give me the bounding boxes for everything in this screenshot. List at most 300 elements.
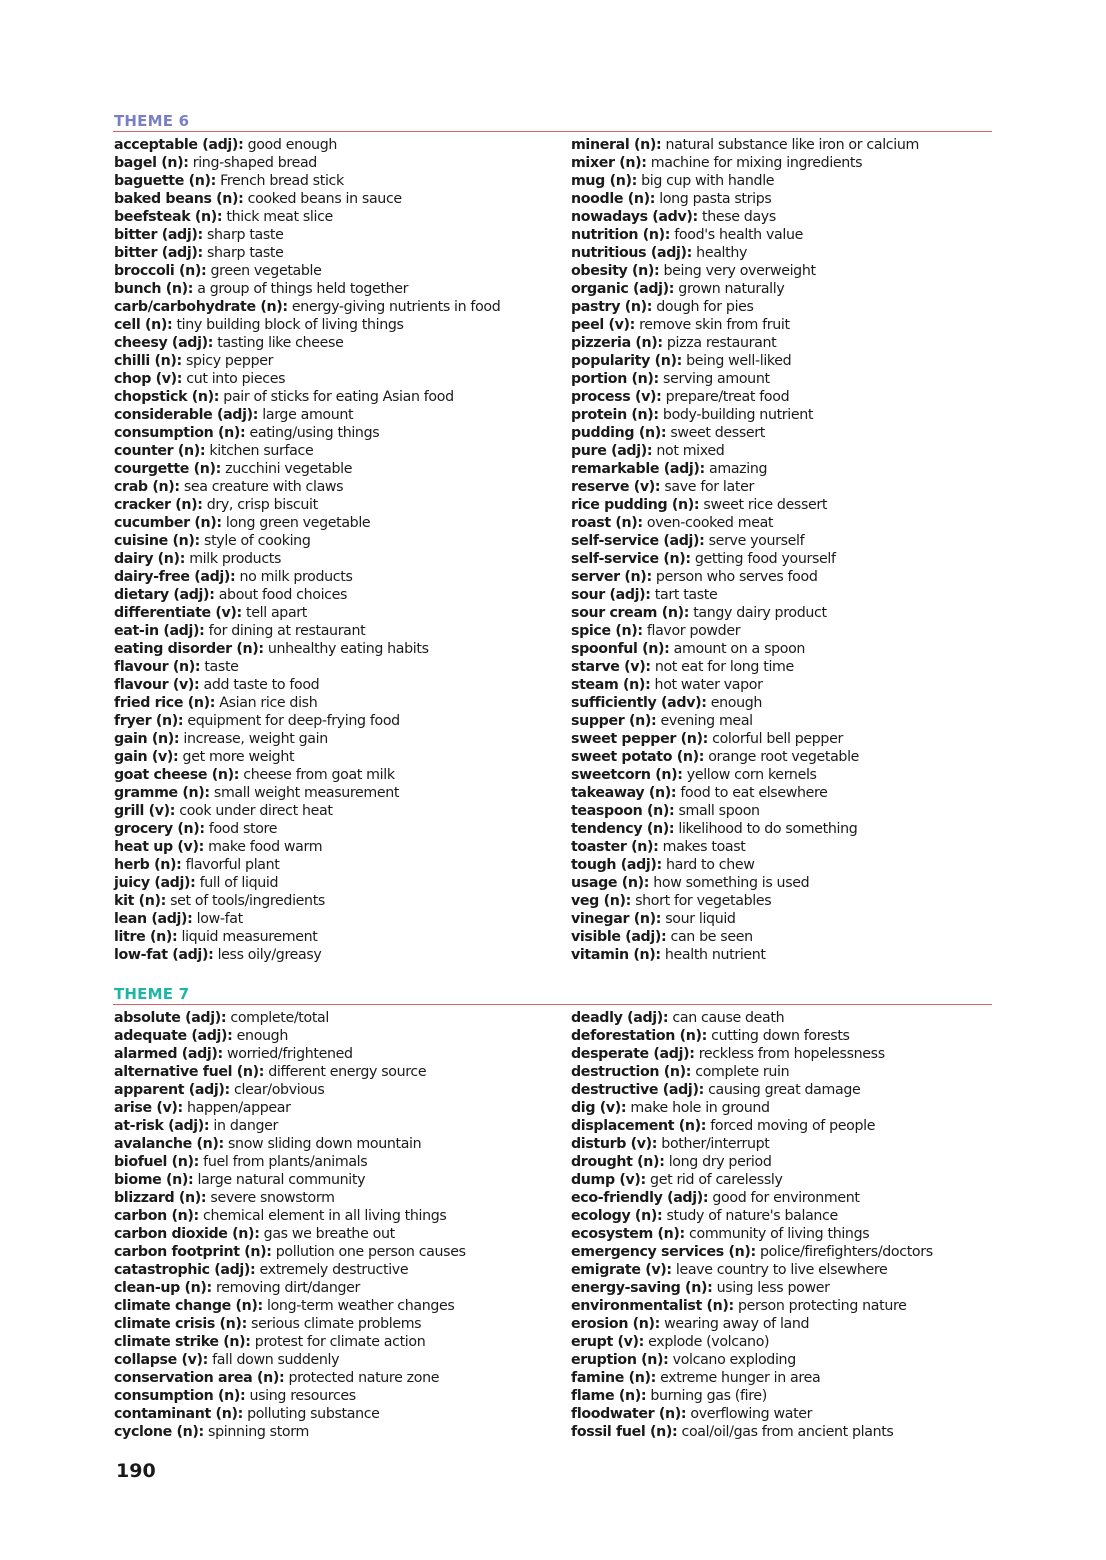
glossary-entry (114, 1207, 554, 1225)
glossary-entry (571, 370, 1011, 388)
glossary-entry (571, 640, 1011, 658)
entry-definition: these days (697, 209, 776, 225)
glossary-entry (571, 280, 1011, 298)
entry-term: drought (n): (571, 1154, 665, 1170)
entry-definition: severe snowstorm (206, 1190, 335, 1206)
entry-definition: machine for mixing ingredients (646, 155, 863, 171)
entry-term: supper (n): (571, 713, 657, 729)
glossary-entry (571, 424, 1011, 442)
entry-term: herb (n): (114, 857, 182, 873)
entry-term: self-service (n): (571, 551, 691, 567)
entry-term: bitter (adj): (114, 245, 203, 261)
glossary-entry (114, 928, 554, 946)
entry-definition: likelihood to do something (674, 821, 858, 837)
glossary-entry (571, 478, 1011, 496)
entry-definition: unhealthy eating habits (263, 641, 429, 657)
glossary-entry (571, 820, 1011, 838)
entry-definition: evening meal (656, 713, 753, 729)
glossary-entry (571, 1171, 1011, 1189)
glossary-entry (571, 1387, 1011, 1405)
entry-term: pure (adj): (571, 443, 653, 459)
entry-term: gramme (n): (114, 785, 210, 801)
theme-6-divider (113, 131, 992, 132)
entry-term: peel (v): (571, 317, 635, 333)
entry-definition: dry, crisp biscuit (202, 497, 318, 513)
glossary-entry (114, 676, 554, 694)
glossary-entry (114, 262, 554, 280)
entry-definition: milk products (185, 551, 282, 567)
entry-definition: kitchen surface (205, 443, 314, 459)
glossary-entry (114, 1369, 554, 1387)
entry-term: environmentalist (n): (571, 1298, 734, 1314)
entry-term: cyclone (n): (114, 1424, 204, 1440)
entry-term: usage (n): (571, 875, 650, 891)
glossary-entry (571, 1135, 1011, 1153)
entry-term: spoonful (n): (571, 641, 670, 657)
entry-definition: serious climate problems (246, 1316, 422, 1332)
glossary-entry (571, 406, 1011, 424)
entry-term: energy-saving (n): (571, 1280, 713, 1296)
glossary-entry (114, 334, 554, 352)
entry-definition: get rid of carelessly (645, 1172, 783, 1188)
glossary-entry (114, 1135, 554, 1153)
entry-definition: full of liquid (195, 875, 279, 891)
entry-term: fryer (n): (114, 713, 184, 729)
glossary-entry (571, 856, 1011, 874)
entry-definition: not mixed (652, 443, 725, 459)
entry-term: famine (n): (571, 1370, 656, 1386)
entry-term: fossil fuel (n): (571, 1424, 678, 1440)
glossary-entry (114, 820, 554, 838)
entry-definition: enough (232, 1028, 288, 1044)
entry-term: toaster (n): (571, 839, 659, 855)
entry-term: process (v): (571, 389, 662, 405)
entry-term: deforestation (n): (571, 1028, 707, 1044)
glossary-entry (571, 892, 1011, 910)
theme-7-left-column (114, 1009, 554, 1441)
entry-definition: can be seen (666, 929, 753, 945)
entry-definition: volcano exploding (668, 1352, 796, 1368)
entry-term: roast (n): (571, 515, 643, 531)
entry-definition: ring-shaped bread (188, 155, 317, 171)
entry-term: obesity (n): (571, 263, 660, 279)
glossary-entry (571, 1081, 1011, 1099)
glossary-entry (114, 1243, 554, 1261)
entry-definition: good enough (243, 137, 337, 153)
glossary-entry (114, 604, 554, 622)
entry-term: pizzeria (n): (571, 335, 663, 351)
glossary-entry (114, 766, 554, 784)
glossary-entry (571, 1243, 1011, 1261)
entry-definition: small spoon (674, 803, 760, 819)
entry-term: destruction (n): (571, 1064, 692, 1080)
glossary-entry (571, 1063, 1011, 1081)
glossary-entry (114, 658, 554, 676)
glossary-entry (571, 658, 1011, 676)
glossary-entry (571, 532, 1011, 550)
glossary-entry (114, 748, 554, 766)
glossary-entry (571, 1369, 1011, 1387)
entry-definition: person protecting nature (733, 1298, 907, 1314)
entry-term: mixer (n): (571, 155, 647, 171)
entry-definition: cook under direct heat (175, 803, 333, 819)
entry-term: fried rice (n): (114, 695, 216, 711)
entry-term: flame (n): (571, 1388, 647, 1404)
entry-definition: serve yourself (704, 533, 805, 549)
entry-definition: spicy pepper (181, 353, 274, 369)
glossary-entry (114, 208, 554, 226)
glossary-entry (571, 1225, 1011, 1243)
entry-term: carbon dioxide (n): (114, 1226, 260, 1242)
entry-definition: study of nature's balance (662, 1208, 838, 1224)
entry-term: acceptable (adj): (114, 137, 244, 153)
entry-term: emigrate (v): (571, 1262, 672, 1278)
entry-term: climate strike (n): (114, 1334, 251, 1350)
entry-term: tendency (n): (571, 821, 675, 837)
entry-term: conservation area (n): (114, 1370, 285, 1386)
entry-definition: explode (volcano) (644, 1334, 770, 1350)
entry-definition: dough for pies (652, 299, 754, 315)
entry-definition: worried/frightened (222, 1046, 353, 1062)
entry-term: alternative fuel (n): (114, 1064, 265, 1080)
glossary-entry (571, 622, 1011, 640)
glossary-entry (571, 928, 1011, 946)
entry-term: dump (v): (571, 1172, 646, 1188)
glossary-entry (571, 496, 1011, 514)
entry-definition: taste (200, 659, 239, 675)
glossary-entry (571, 1405, 1011, 1423)
glossary-entry (114, 1297, 554, 1315)
theme-6-left-column (114, 136, 554, 964)
glossary-entry (571, 568, 1011, 586)
entry-term: protein (n): (571, 407, 659, 423)
glossary-entry (571, 298, 1011, 316)
glossary-entry (571, 1153, 1011, 1171)
entry-term: at-risk (adj): (114, 1118, 210, 1134)
entry-term: organic (adj): (571, 281, 675, 297)
glossary-entry (114, 370, 554, 388)
glossary-entry (114, 550, 554, 568)
glossary-entry (114, 856, 554, 874)
glossary-entry (114, 640, 554, 658)
entry-term: lean (adj): (114, 911, 193, 927)
entry-definition: food's health value (670, 227, 803, 243)
glossary-entry (114, 406, 554, 424)
glossary-entry (114, 784, 554, 802)
entry-definition: in danger (209, 1118, 278, 1134)
entry-term: emergency services (n): (571, 1244, 756, 1260)
glossary-entry (571, 208, 1011, 226)
glossary-entry (114, 1279, 554, 1297)
entry-definition: wearing away of land (660, 1316, 810, 1332)
entry-definition: tasting like cheese (213, 335, 344, 351)
entry-term: takeaway (n): (571, 785, 677, 801)
entry-term: broccoli (n): (114, 263, 207, 279)
entry-term: kit (n): (114, 893, 166, 909)
entry-definition: bother/interrupt (657, 1136, 770, 1152)
entry-definition: liquid measurement (177, 929, 318, 945)
entry-definition: burning gas (fire) (646, 1388, 767, 1404)
glossary-entry (114, 442, 554, 460)
entry-definition: flavorful plant (181, 857, 280, 873)
entry-definition: amazing (704, 461, 768, 477)
glossary-entry (571, 172, 1011, 190)
glossary-entry (114, 712, 554, 730)
glossary-entry (114, 1351, 554, 1369)
entry-term: mug (n): (571, 173, 637, 189)
entry-term: consumption (n): (114, 1388, 246, 1404)
glossary-entry (114, 1117, 554, 1135)
glossary-entry (114, 1405, 554, 1423)
entry-term: reserve (v): (571, 479, 661, 495)
entry-term: climate crisis (n): (114, 1316, 247, 1332)
entry-term: sweetcorn (n): (571, 767, 683, 783)
entry-definition: sour liquid (661, 911, 736, 927)
entry-definition: tart taste (650, 587, 718, 603)
entry-definition: prepare/treat food (661, 389, 790, 405)
entry-term: nutrition (n): (571, 227, 671, 243)
entry-definition: chemical element in all living things (198, 1208, 447, 1224)
entry-term: server (n): (571, 569, 652, 585)
entry-term: catastrophic (adj): (114, 1262, 256, 1278)
entry-term: destructive (adj): (571, 1082, 704, 1098)
entry-term: baked beans (n): (114, 191, 244, 207)
entry-definition: police/firefighters/doctors (755, 1244, 933, 1260)
entry-definition: serving amount (658, 371, 770, 387)
entry-definition: yellow corn kernels (682, 767, 817, 783)
glossary-entry (114, 838, 554, 856)
entry-definition: low-fat (192, 911, 243, 927)
theme-6-heading: THEME 6 (114, 112, 190, 130)
entry-definition: reckless from hopelessness (694, 1046, 885, 1062)
entry-definition: set of tools/ingredients (165, 893, 325, 909)
glossary-entry (114, 154, 554, 172)
glossary-entry (571, 586, 1011, 604)
entry-definition: complete ruin (691, 1064, 790, 1080)
glossary-entry (571, 226, 1011, 244)
glossary-entry (571, 1207, 1011, 1225)
entry-definition: snow sliding down mountain (223, 1136, 422, 1152)
entry-definition: overflowing water (686, 1406, 813, 1422)
entry-term: ecology (n): (571, 1208, 663, 1224)
glossary-entry (571, 748, 1011, 766)
entry-definition: equipment for deep-frying food (183, 713, 400, 729)
glossary-entry (114, 352, 554, 370)
entry-definition: polluting substance (242, 1406, 380, 1422)
entry-definition: protected nature zone (284, 1370, 440, 1386)
entry-term: carbon footprint (n): (114, 1244, 272, 1260)
entry-term: sour cream (n): (571, 605, 690, 621)
entry-term: crab (n): (114, 479, 180, 495)
entry-definition: long-term weather changes (262, 1298, 455, 1314)
entry-definition: no milk products (235, 569, 353, 585)
entry-definition: forced moving of people (706, 1118, 876, 1134)
entry-term: avalanche (n): (114, 1136, 224, 1152)
entry-term: steam (n): (571, 677, 651, 693)
entry-definition: being very overweight (659, 263, 816, 279)
glossary-entry (114, 478, 554, 496)
glossary-entry (571, 262, 1011, 280)
entry-definition: sharp taste (202, 245, 284, 261)
glossary-entry (114, 874, 554, 892)
glossary-entry (571, 676, 1011, 694)
glossary-entry (114, 1099, 554, 1117)
entry-definition: cut into pieces (182, 371, 286, 387)
glossary-entry (114, 136, 554, 154)
entry-definition: protest for climate action (250, 1334, 426, 1350)
glossary-entry (114, 1189, 554, 1207)
entry-definition: not eat for long time (650, 659, 794, 675)
entry-definition: short for vegetables (630, 893, 772, 909)
entry-term: bunch (n): (114, 281, 194, 297)
entry-definition: removing dirt/danger (211, 1280, 360, 1296)
entry-definition: being well-liked (681, 353, 792, 369)
entry-term: erosion (n): (571, 1316, 661, 1332)
entry-term: gain (n): (114, 731, 180, 747)
entry-term: dairy-free (adj): (114, 569, 236, 585)
entry-term: nutritious (adj): (571, 245, 693, 261)
entry-term: starve (v): (571, 659, 651, 675)
glossary-entry (114, 424, 554, 442)
entry-term: mineral (n): (571, 137, 662, 153)
glossary-entry (571, 460, 1011, 478)
glossary-entry (114, 946, 554, 964)
entry-term: cracker (n): (114, 497, 203, 513)
glossary-entry (114, 802, 554, 820)
glossary-entry (571, 766, 1011, 784)
entry-definition: fuel from plants/animals (199, 1154, 368, 1170)
entry-term: gain (v): (114, 749, 179, 765)
entry-definition: sweet rice dessert (699, 497, 828, 513)
glossary-entry (571, 838, 1011, 856)
entry-definition: person who serves food (651, 569, 818, 585)
glossary-entry (571, 442, 1011, 460)
entry-definition: tangy dairy product (689, 605, 827, 621)
entry-term: absolute (adj): (114, 1010, 227, 1026)
entry-term: nowadays (adv): (571, 209, 698, 225)
entry-definition: getting food yourself (690, 551, 836, 567)
entry-definition: makes toast (658, 839, 746, 855)
glossary-entry (571, 334, 1011, 352)
entry-term: low-fat (adj): (114, 947, 214, 963)
glossary-entry (114, 730, 554, 748)
glossary-entry (571, 910, 1011, 928)
entry-term: litre (n): (114, 929, 178, 945)
entry-definition: gas we breathe out (259, 1226, 395, 1242)
entry-definition: coal/oil/gas from ancient plants (677, 1424, 894, 1440)
glossary-entry (114, 892, 554, 910)
entry-term: grill (v): (114, 803, 176, 819)
entry-definition: clear/obvious (229, 1082, 325, 1098)
glossary-entry (114, 1009, 554, 1027)
entry-term: dietary (adj): (114, 587, 215, 603)
glossary-entry (114, 694, 554, 712)
glossary-entry (114, 496, 554, 514)
entry-definition: make food warm (203, 839, 323, 855)
glossary-entry (114, 1063, 554, 1081)
entry-definition: fall down suddenly (207, 1352, 340, 1368)
entry-definition: energy-giving nutrients in food (287, 299, 501, 315)
entry-definition: oven-cooked meat (642, 515, 774, 531)
entry-term: chopstick (n): (114, 389, 220, 405)
glossary-entry (114, 1153, 554, 1171)
glossary-entry (571, 802, 1011, 820)
entry-term: erupt (v): (571, 1334, 644, 1350)
glossary-entry (571, 712, 1011, 730)
entry-term: portion (n): (571, 371, 659, 387)
entry-term: cuisine (n): (114, 533, 200, 549)
entry-term: eruption (n): (571, 1352, 669, 1368)
entry-definition: pollution one person causes (271, 1244, 466, 1260)
theme-7-right-column (571, 1009, 1011, 1441)
theme-6-right-column (571, 136, 1011, 964)
glossary-entry (571, 1423, 1011, 1441)
entry-term: courgette (n): (114, 461, 221, 477)
entry-term: carb/carbohydrate (n): (114, 299, 288, 315)
glossary-entry (571, 352, 1011, 370)
entry-definition: pair of sticks for eating Asian food (219, 389, 454, 405)
entry-definition: big cup with handle (636, 173, 775, 189)
glossary-entry (114, 532, 554, 550)
entry-definition: for dining at restaurant (204, 623, 366, 639)
entry-definition: amount on a spoon (669, 641, 806, 657)
entry-definition: remove skin from fruit (634, 317, 790, 333)
entry-term: climate change (n): (114, 1298, 263, 1314)
entry-term: arise (v): (114, 1100, 183, 1116)
entry-term: flavour (n): (114, 659, 201, 675)
glossary-entry (114, 1423, 554, 1441)
glossary-entry (571, 514, 1011, 532)
entry-term: counter (n): (114, 443, 206, 459)
entry-definition: style of cooking (199, 533, 311, 549)
entry-definition: large natural community (193, 1172, 366, 1188)
glossary-entry (114, 622, 554, 640)
glossary-entry (571, 1027, 1011, 1045)
entry-definition: tiny building block of living things (172, 317, 404, 333)
entry-term: teaspoon (n): (571, 803, 675, 819)
entry-term: alarmed (adj): (114, 1046, 223, 1062)
entry-definition: cutting down forests (707, 1028, 850, 1044)
entry-term: apparent (adj): (114, 1082, 230, 1098)
glossary-entry (114, 1045, 554, 1063)
entry-definition: long dry period (664, 1154, 772, 1170)
glossary-entry (571, 784, 1011, 802)
entry-term: sour (adj): (571, 587, 651, 603)
glossary-entry (114, 586, 554, 604)
entry-definition: sea creature with claws (179, 479, 344, 495)
entry-term: disturb (v): (571, 1136, 658, 1152)
glossary-entry (114, 244, 554, 262)
entry-definition: cheese from goat milk (239, 767, 395, 783)
entry-definition: long pasta strips (655, 191, 772, 207)
entry-definition: good for environment (708, 1190, 860, 1206)
glossary-entry (571, 154, 1011, 172)
entry-definition: long green vegetable (221, 515, 371, 531)
entry-definition: sweet dessert (666, 425, 765, 441)
entry-term: sweet potato (n): (571, 749, 705, 765)
entry-term: chop (v): (114, 371, 183, 387)
entry-definition: healthy (692, 245, 748, 261)
glossary-entry (114, 1315, 554, 1333)
glossary-entry (571, 604, 1011, 622)
glossary-entry (114, 1387, 554, 1405)
entry-definition: make hole in ground (626, 1100, 770, 1116)
entry-term: spice (n): (571, 623, 643, 639)
glossary-entry (114, 910, 554, 928)
entry-definition: causing great damage (703, 1082, 861, 1098)
entry-definition: natural substance like iron or calcium (661, 137, 919, 153)
page-number: 190 (116, 1460, 156, 1482)
